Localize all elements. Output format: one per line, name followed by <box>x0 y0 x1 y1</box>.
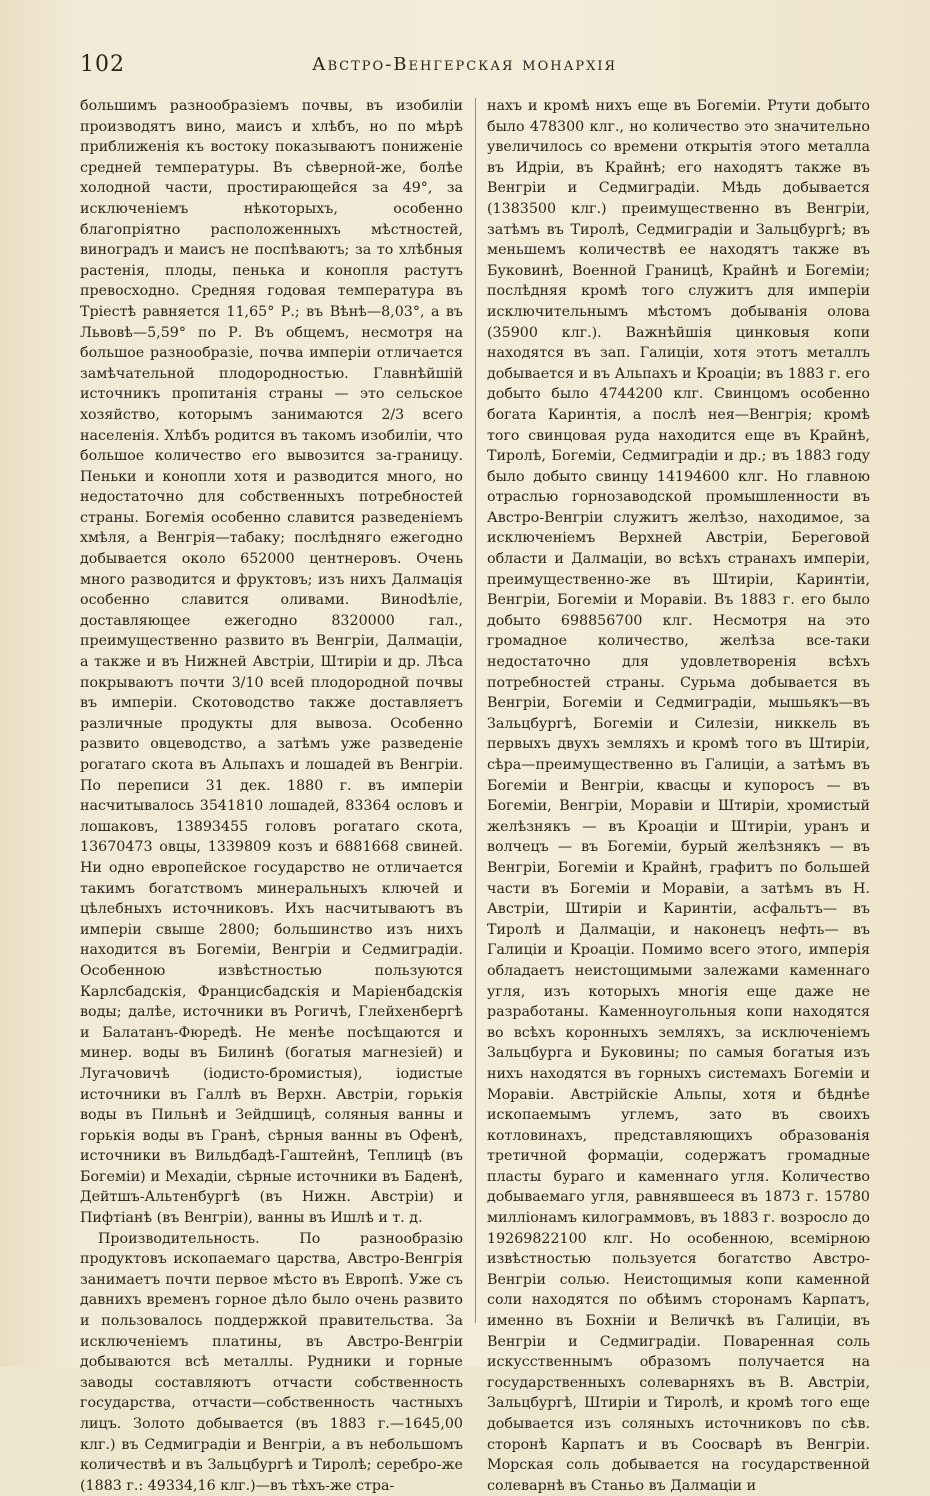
text-columns <box>80 96 870 1494</box>
paragraph: Производительность. По разнообразію продуктовъ ископаемаго царства, Австро-Венгрія занимаетъ почти первое мѣсто въ Европѣ. Уже съ давнихъ временъ горное дѣло было очень развито и пользовалось поддержкой правительства. За исключеніемъ платины, въ Австро-Венгріи добываются всѣ металлы. Рудники и горные заводы составляютъ отчасти собственность государства, отчасти—собственность частныхъ лицъ. Золото добывается (въ 1883 г.—1645,00 клг.) въ Седмиградіи и Венгріи, а въ небольшомъ количествѣ и въ Зальцбургѣ и Тиролѣ; серебро-же (1883 г.: 49334,16 клг.)—въ тѣхъ-же стра- <box>80 1230 463 1494</box>
page-number: 102 <box>80 52 125 77</box>
page-header <box>80 52 868 86</box>
paragraph: нахъ и кромѣ нихъ еще въ Богеміи. Ртути добыто было 478300 клг., но количество это значительно увеличилось со времени открытія этого металла въ Идріи, въ Крайнѣ; его находятъ также въ Венгріи и Седмиградіи. Мѣдь добывается (1383500 клг.) преимущественно въ Венгріи, затѣмъ въ Тиролѣ, Седмиградіи и Зальцбургѣ; въ меньшемъ количествѣ ее находятъ также въ Буковинѣ, Военной Границѣ, Крайнѣ и Богеміи; послѣдняя кромѣ того служитъ для имперіи исключительнымъ мѣстомъ добыванія олова (35900 клг.). Важнѣйшія цинковыя копи находятся въ зап. Галиціи, хотя этотъ металлъ добывается и въ Альпахъ и Кроаціи; въ 1883 г. его добыто было 4744200 клг. Свинцомъ особенно богата Каринтія, а послѣ нея—Венгрія; кромѣ того свинцовая руда находится еще въ Крайнѣ, Тиролѣ, Богеміи, Седмиградіи и др.; въ 1883 году было добыто свинцу 14194600 клг. Но главною отраслью горнозаводской промышленности въ Австро-Венгріи служитъ желѣзо, находимое, за исключеніемъ Верхней Австріи, Береговой области и Далмаціи, во всѣхъ странахъ имперіи, преимущественно-же въ Штиріи, Каринтіи, Венгріи, Богеміи и Моравіи. Въ 1883 г. его было добыто 698856700 клг. Несмотря на это громадное количество, желѣза все-таки недостаточно для удовлетворенія всѣхъ потребностей страны. Сурьма добывается въ Венгріи, Богеміи и Седмиградіи, мышьякъ—въ Зальцбургѣ, Богеміи и Силезіи, никкель въ первыхъ двухъ земляхъ и кромѣ того въ Штиріи, сѣра—преимущественно въ Галиціи, а затѣмъ въ Богеміи и Венгріи, квасцы и купоросъ — въ Богеміи, Венгріи, Моравіи и Штиріи, хромистый желѣзнякъ — въ Кроаціи и Штиріи, уранъ и волчецъ — въ Богеміи, бурый желѣзнякъ — въ Венгріи, Богеміи и Крайнѣ, графитъ по большей части въ Богеміи и Моравіи, а затѣмъ въ Н. Австріи, Штиріи и Каринтіи, асфальтъ— въ Тиролѣ и Далмаціи, и наконецъ нефть— въ Галиціи и Кроаціи. Помимо всего этого, имперія обладаетъ неистощимыми залежами каменнаго угля, изъ которыхъ многія еще даже не разработаны. Каменноугольныя копи находятся во всѣхъ коронныхъ земляхъ, за исключеніемъ Зальцбурга и Буковины; по самыя богатыя изъ нихъ находятся въ горныхъ системахъ Богеміи и Моравіи. Австрійскіе Альпы, хотя и бѣднѣе ископаемымъ углемъ, зато въ своихъ котловинахъ, представляющихъ образованія третичной формаціи, содержатъ громадные пласты бураго и каменнаго угля. Количество добываемаго угля, равнявшееся въ 1873 г. 15780 милліонамъ килограммовъ, въ 1883 г. возросло до 19269822100 клг. Но особенною, всемірною извѣстностью пользуется богатство Австро-Венгріи солью. Неистощимыя копи каменной соли находятся по обѣимъ сторонамъ Карпатъ, именно въ Бохніи и Величкѣ въ Галиціи, въ Венгріи и Седмиградіи. Поваренная соль искусственнымъ образомъ получается на государственныхъ солеварняхъ въ В. Австріи, Зальцбургѣ, Штиріи и Тиролѣ, и кромѣ того еще добывается изъ соляныхъ источниковъ по сѣв. сторонѣ Карпатъ и въ Соосварѣ въ Венгріи. Морская соль добывается на государственной солеварнѣ въ Станьо въ Далмаціи и <box>487 98 870 1494</box>
column-divider <box>475 98 476 1323</box>
right-column <box>487 96 870 1494</box>
left-column <box>80 96 463 1494</box>
paragraph: большимъ разнообразіемъ почвы, въ изобиліи производятъ вино, маисъ и хлѣбъ, но по мѣрѣ приближенія къ востоку показываютъ пониженіе средней температуры. Въ сѣверной-же, болѣе холодной части, простирающейся за 49°, за исключеніемъ нѣкоторыхъ, особенно благопріятно расположенныхъ мѣстностей, виноградъ и маисъ не поспѣваютъ; за то хлѣбныя растенія, плоды, пенька и конопля растутъ превосходно. Средняя годовая температура въ Тріестѣ равняется 11,65° Р.; въ Вѣнѣ—8,03°, а въ Львовѣ—5,59° по Р. Въ общемъ, несмотря на большое разнообразіе, почва имперіи отличается замѣчательной плодородностью. Главнѣйшій источникъ пропитанія страны — это сельское хозяйство, которымъ занимаются 2/3 всего населенія. Хлѣбъ родится въ такомъ изобиліи, что большое количество его вывозится за-границу. Пеньки и конопли хотя и разводится много, но недостаточно для собственныхъ потребностей страны. Богемія особенно славится разведеніемъ хмѣля, а Венгрія—табаку; послѣдняго ежегодно добывается около 652000 центнеровъ. Очень много разводится и фруктовъ; изъ нихъ Далмація особенно славится оливами. Виноdѣліе, доставляющее ежегодно 8320000 гал., преимущественно развито въ Венгріи, Далмаціи, а также и въ Нижней Австріи, Штиріи и др. Лѣса покрываютъ почти 3/10 всей плодородной почвы въ имперіи. Скотоводство также доставляетъ различные продукты для вывоза. Особенно развито овцеводство, а затѣмъ уже разведеніе рогатаго скота въ Альпахъ и лошадей въ Венгріи. По переписи 31 дек. 1880 г. въ имперіи насчитывалось 3541810 лошадей, 83364 ословъ и лошаковъ, 13893455 головъ рогатаго скота, 13670473 овцы, 1339809 козъ и 6881668 свиней. Ни одно европейское государство не отличается такимъ богатствомъ минеральныхъ ключей и цѣлебныхъ источниковъ. Ихъ насчитываютъ въ имперіи свыше 2800; большинство изъ нихъ находится въ Богеміи, Венгріи и Седмиградіи. Особенною извѣстностью пользуются Карлсбадскія, Францисбадскія и Маріенбадскія воды; далѣе, источники въ Рогичѣ, Глейхенбергѣ и Балатанъ-Фюредѣ. Не менѣе посѣщаются и минер. воды въ Билинѣ (богатыя магнезіей) и Лугачовичѣ (іодисто-бромистыя), іодистые источники въ Галлѣ въ Верхн. Австріи, горькія воды въ Пильнѣ и Зейдшицѣ, соляныя ванны и горькія воды въ Гранѣ, сѣрныя ванны въ Офенѣ, источники въ Вильдбадѣ-Гаштейнѣ, Теплицѣ (въ Богеміи) и Мехадіи, сѣрные источники въ Баденѣ, Дейтшъ-Альтенбургѣ (въ Нижн. Австріи) и Пифтіанѣ (въ Венгріи), ванны въ Ишлѣ и т. д. <box>80 98 463 1227</box>
running-title: Австро-Венгерская монархія <box>312 54 618 75</box>
